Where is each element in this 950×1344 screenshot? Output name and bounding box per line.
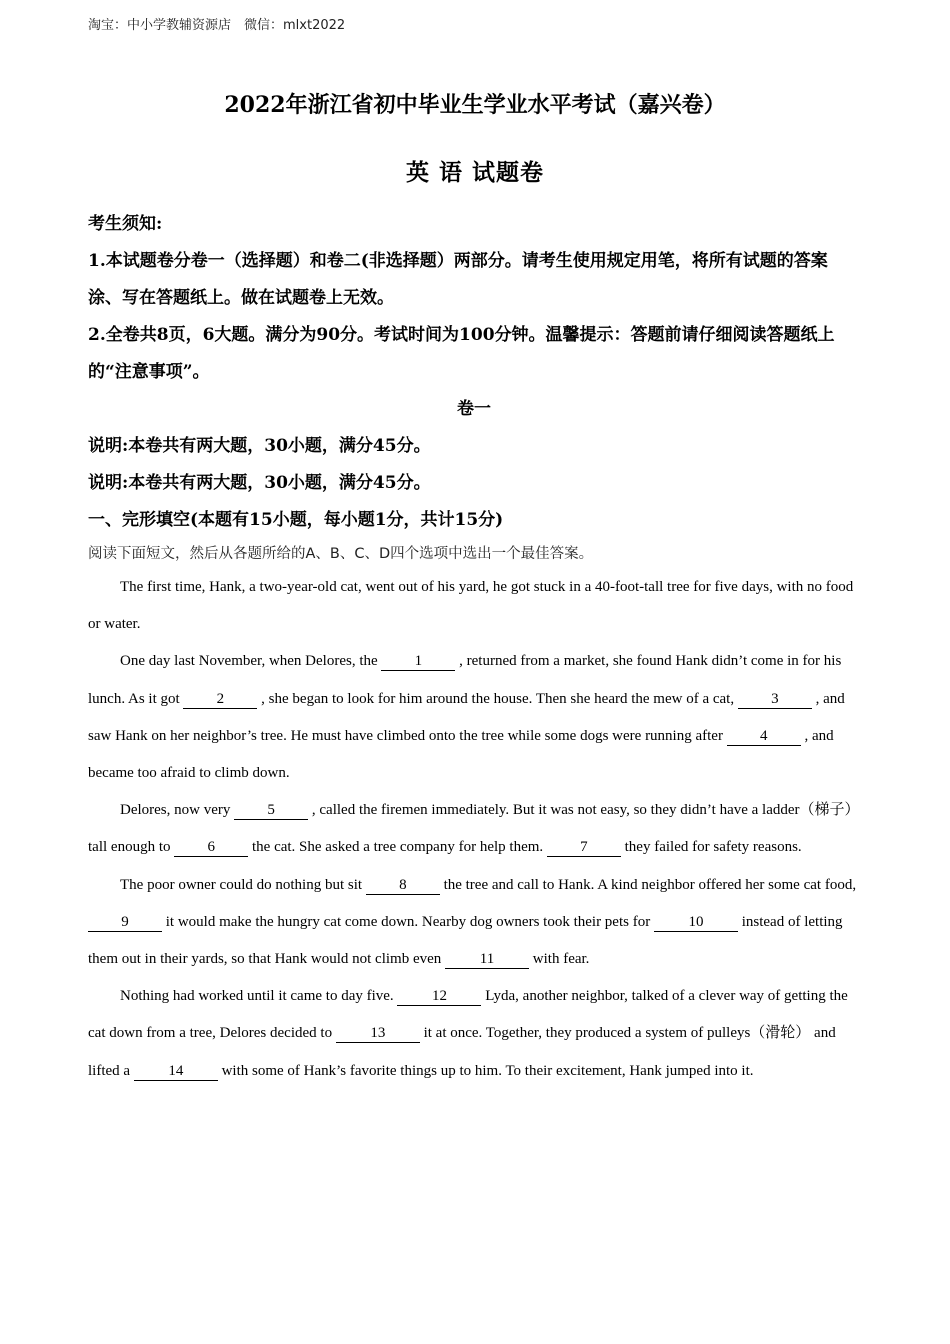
passage-paragraph-3: Delores, now very 5 , called the firemen immediately. But it was not easy, so they didn’t have a ladder（梯子） tall enough to 6 the cat. She asked a tree company for help them. 7 they failed for safety reasons. bbox=[88, 802, 860, 856]
notice-heading: 考生须知: bbox=[88, 214, 163, 234]
explanation-2: 说明:本卷共有两大题，30小题，满分45分。 bbox=[88, 473, 431, 493]
blank-2: 2 bbox=[183, 690, 257, 709]
exam-title: 2022年浙江省初中毕业生学业水平考试（嘉兴卷） bbox=[224, 92, 726, 118]
blank-6: 6 bbox=[174, 838, 248, 857]
notice-line-2: 2.全卷共8页，6大题。满分为90分。考试时间为100分钟。温馨提示：答题前请仔细阅读答题纸上的“注意事项”。 bbox=[88, 325, 835, 382]
blank-12: 12 bbox=[397, 987, 481, 1006]
passage-paragraph-1: The first time, Hank, a two-year-old cat, went out of his yard, he got stuck in a 40-foot-tall tree for five days, with no food or water. bbox=[88, 579, 854, 633]
page-header: 淘宝：中小学教辅资源店 微信：mlxt2022 bbox=[88, 18, 346, 33]
section-title: 卷一 bbox=[457, 399, 491, 419]
notice-line-1: 1.本试题卷分卷一（选择题）和卷二(非选择题）两部分。请考生使用规定用笔，将所有试题的答案涂、写在答题纸上。做在试题卷上无效。 bbox=[88, 251, 828, 308]
blank-13: 13 bbox=[336, 1024, 420, 1043]
exam-subtitle: 英 语 试题卷 bbox=[405, 159, 544, 186]
blank-10: 10 bbox=[654, 913, 738, 932]
blank-14: 14 bbox=[134, 1062, 218, 1081]
passage-paragraph-4: The poor owner could do nothing but sit 8 the tree and call to Hank. A kind neighbor offered her some cat food, 9 it would make the hungry cat come down. Nearby dog owners took their pets for 10 instead of letting them out in their yards, so that Hank would not climb even 11 with fear. bbox=[88, 876, 857, 968]
blank-4: 4 bbox=[727, 727, 801, 746]
blank-5: 5 bbox=[234, 801, 308, 820]
part1-title: 一、完形填空(本题有15小题，每小题1分，共计15分) bbox=[88, 510, 504, 530]
blank-1: 1 bbox=[381, 652, 455, 671]
blank-9: 9 bbox=[88, 913, 162, 932]
part1-instructions: 阅读下面短文，然后从各题所给的A、B、C、D四个选项中选出一个最佳答案。 bbox=[88, 546, 594, 562]
blank-3: 3 bbox=[738, 690, 812, 709]
blank-11: 11 bbox=[445, 950, 529, 969]
passage-paragraph-2: One day last November, when Delores, the 1 , returned from a market, she found Hank didn’t come in for his lunch. As it got 2 , she began to look for him around the house. Then she heard the mew of a cat, 3 , and saw Hank on her neighbor’s tree. He must have climbed onto the tree while some dogs were running after 4 , and became too afraid to climb down. bbox=[88, 653, 845, 782]
passage-paragraph-5: Nothing had worked until it came to day five. 12 Lyda, another neighbor, talked of a clever way of getting the cat down from a tree, Delores decided to 13 it at once. Together, they produced a system of pulleys（滑轮） and lifted a 14 with some of Hank’s favorite things up to him. To their excitement, Hank jumped into it. bbox=[88, 988, 848, 1079]
blank-7: 7 bbox=[547, 838, 621, 857]
document-body bbox=[88, 206, 860, 1090]
explanation-1: 说明:本卷共有两大题，30小题，满分45分。 bbox=[88, 436, 431, 456]
blank-8: 8 bbox=[366, 876, 440, 895]
